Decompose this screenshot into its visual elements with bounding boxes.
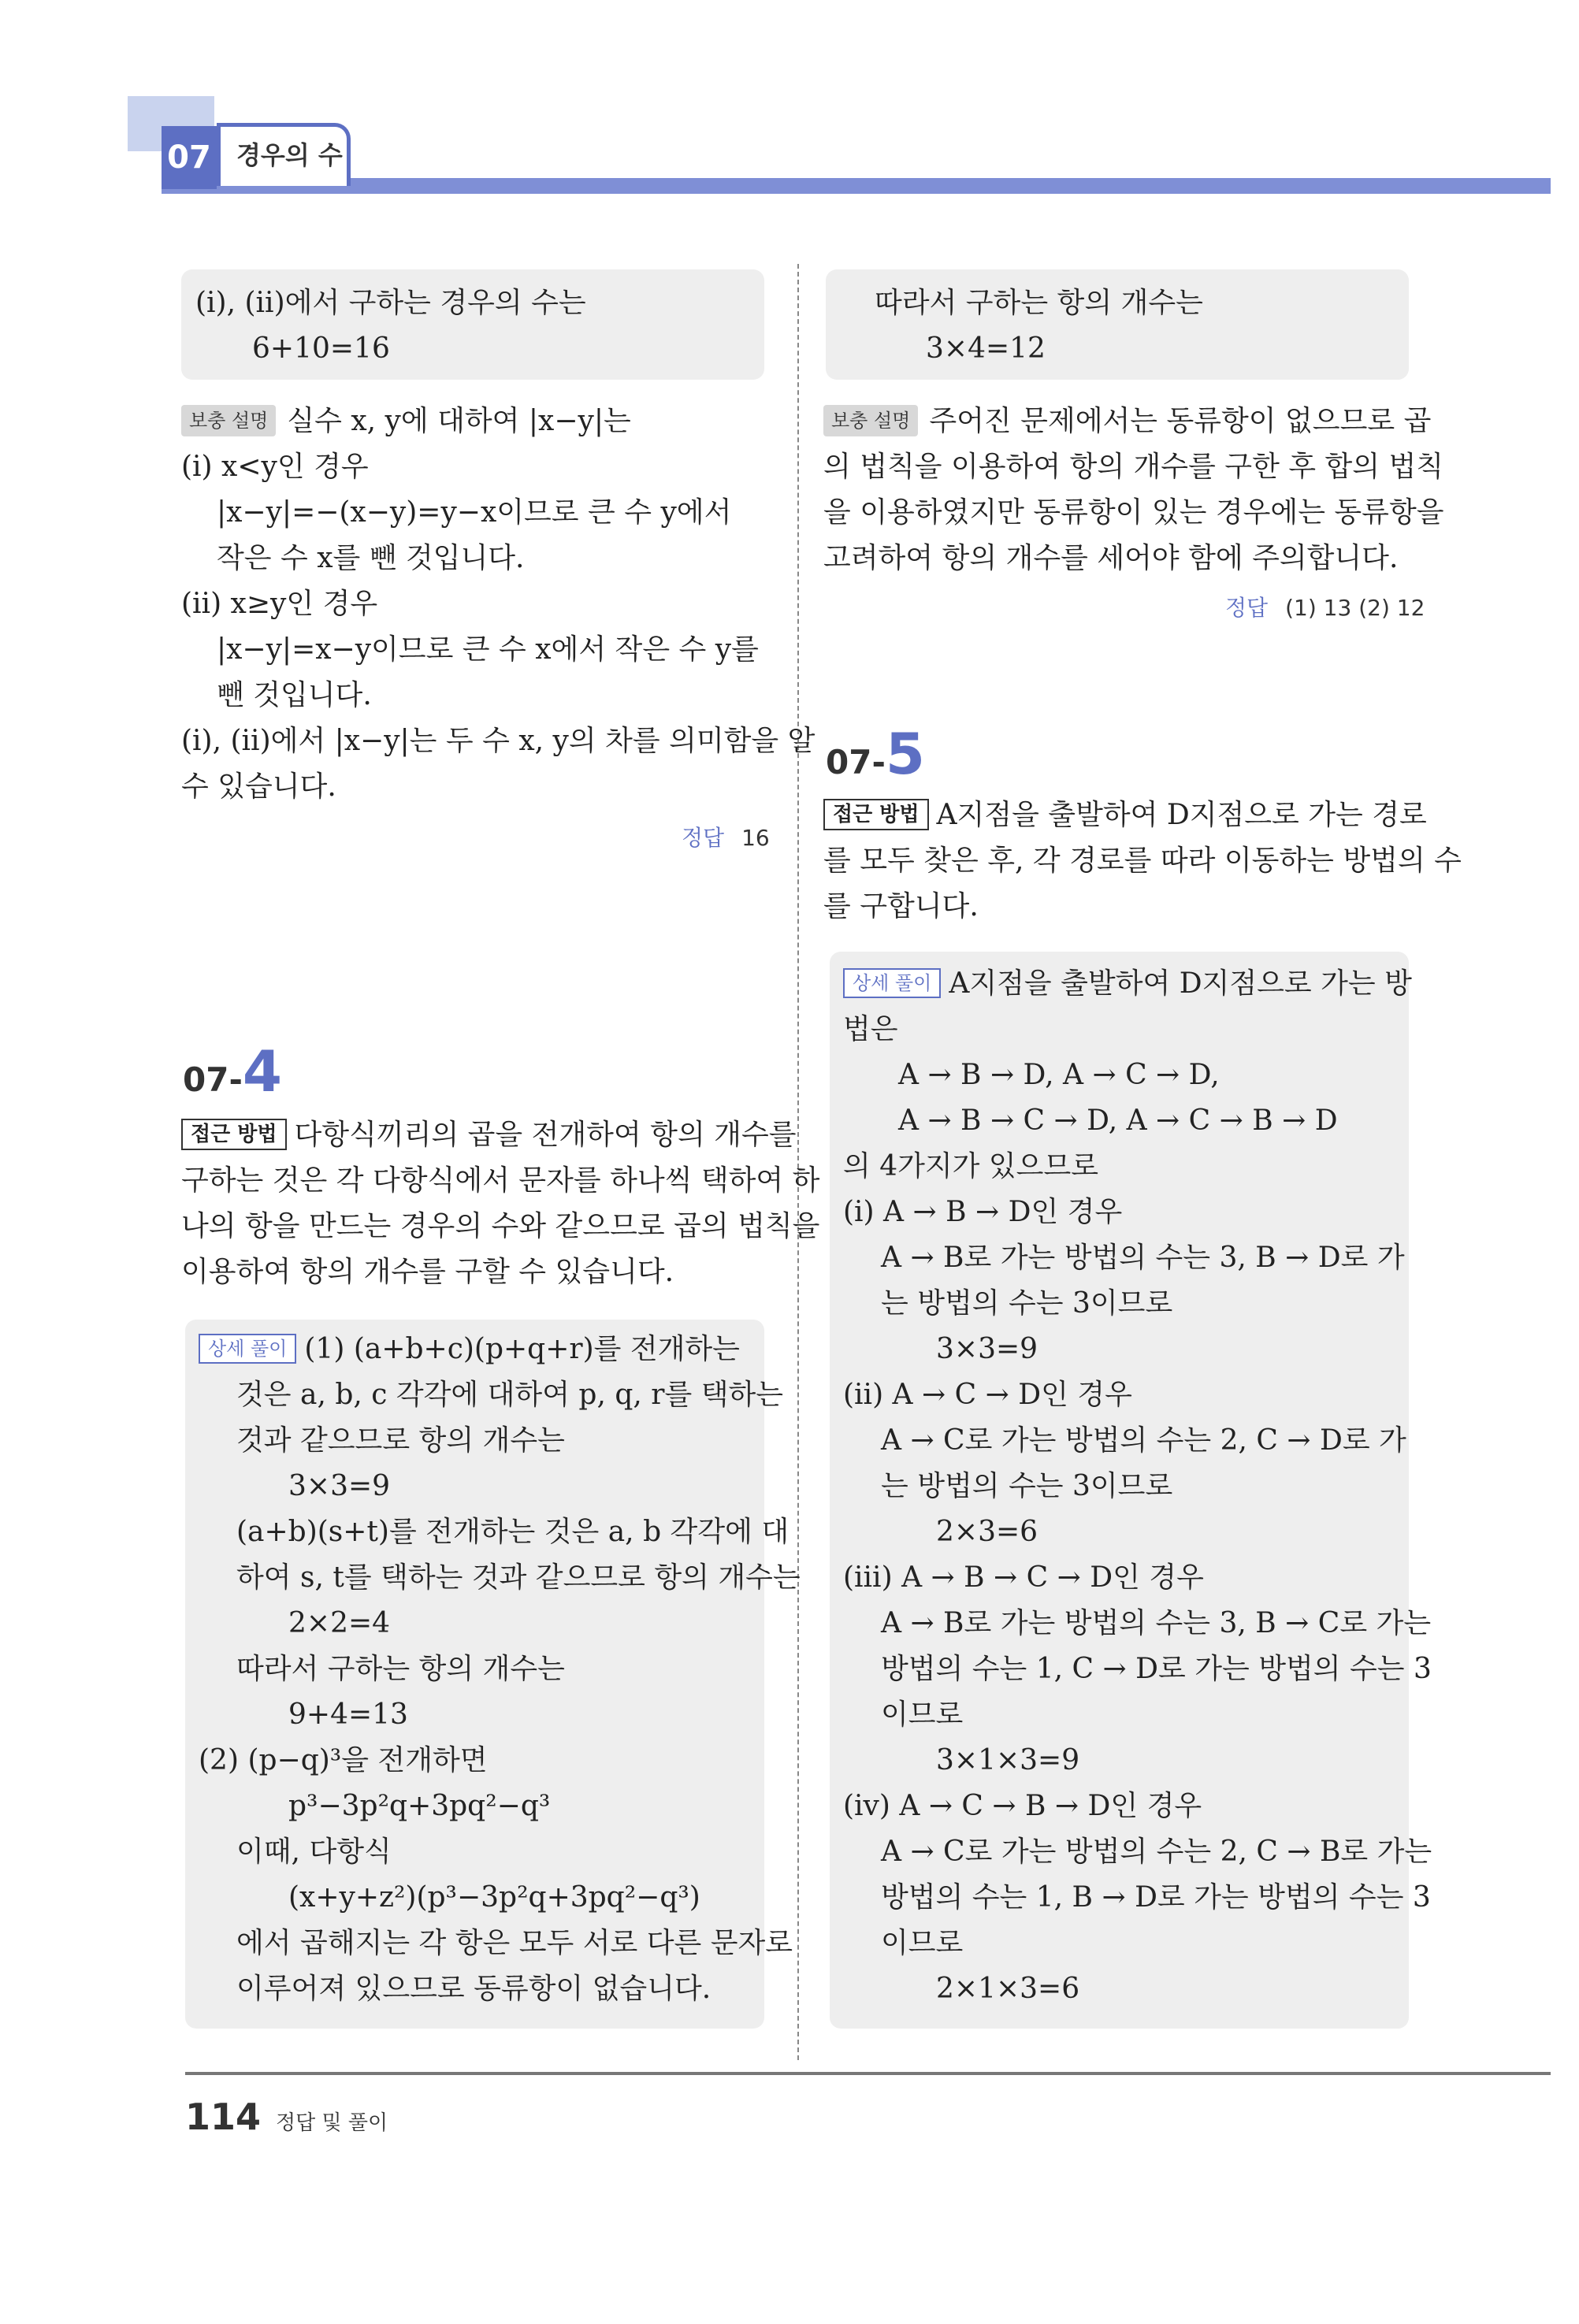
solution-line: 하여 s, t를 택하는 것과 같으므로 항의 개수는	[236, 1561, 801, 1594]
supplement-tag: 보충 설명	[823, 405, 918, 436]
solution-text: (1) (a+b+c)(p+q+r)를 전개하는	[304, 1333, 740, 1365]
footer-rule	[185, 2072, 1551, 2075]
supplement-note-left	[181, 399, 631, 444]
solution-line: A → B로 가는 방법의 수는 3, B → D로 가	[881, 1242, 1405, 1274]
header-bar	[162, 178, 1551, 194]
problem-num: 4	[242, 1038, 282, 1104]
problem-number-07-5	[826, 721, 925, 787]
approach-text: A지점을 출발하여 D지점으로 가는 경로	[936, 799, 1427, 831]
approach-line	[181, 1112, 797, 1158]
solution-equation: (x+y+z²)(p³−3p²q+3pq²−q³)	[288, 1881, 700, 1914]
solution-line: 는 방법의 수는 3이므로	[881, 1287, 1173, 1320]
summary-result: 3×4=12	[926, 332, 1046, 365]
solution-equation: 2×2=4	[288, 1607, 391, 1639]
page-number: 114	[185, 2096, 262, 2138]
note-line: (ⅰ), (ⅱ)에서 |x−y|는 두 수 x, y의 차를 의미함을 알	[181, 725, 816, 757]
approach-line: 이용하여 항의 개수를 구할 수 있습니다.	[181, 1256, 674, 1288]
answer-label: 정답	[1225, 595, 1269, 621]
approach-line: 를 구합니다.	[823, 890, 979, 923]
solution-path: A → B → D, A → C → D,	[898, 1059, 1220, 1091]
solution-tag: 상세 풀이	[843, 968, 941, 998]
note-line: 실수 x, y에 대하여 |x−y|는	[287, 405, 631, 437]
approach-tag: 접근 방법	[823, 799, 929, 830]
answer-label: 정답	[682, 825, 725, 851]
solution-line: 이루어져 있으므로 동류항이 없습니다.	[236, 1973, 711, 2005]
solution-line: (ⅳ) A → C → B → D인 경우	[843, 1790, 1202, 1822]
problem-prefix: 07-	[183, 1060, 243, 1099]
solution-line: 이때, 다항식	[236, 1836, 392, 1868]
footer-section: 정답 및 풀이	[276, 2111, 388, 2135]
answer-left	[682, 821, 770, 852]
solution-line: 따라서 구하는 항의 개수는	[236, 1653, 565, 1685]
note-line: 수 있습니다.	[181, 770, 336, 803]
approach-line	[823, 793, 1427, 838]
solution-equation: p³−3p²q+3pq²−q³	[288, 1790, 551, 1822]
solution-path: A → B → C → D, A → C → B → D	[898, 1104, 1338, 1137]
solution-line: (ⅰ) A → B → D인 경우	[843, 1196, 1123, 1228]
solution-line: 것과 같으므로 항의 개수는	[236, 1424, 565, 1457]
solution-equation: 9+4=13	[288, 1698, 408, 1731]
solution-line: 방법의 수는 1, C → D로 가는 방법의 수는 3	[881, 1653, 1432, 1685]
approach-line: 를 모두 찾은 후, 각 경로를 따라 이동하는 방법의 수	[823, 845, 1462, 877]
solution-line: 이므로	[881, 1927, 964, 1959]
supplement-note-right	[823, 399, 1431, 444]
approach-tag: 접근 방법	[181, 1119, 287, 1150]
solution-text: A지점을 출발하여 D지점으로 가는 방	[949, 967, 1412, 1000]
solution-equation: 2×1×3=6	[936, 1973, 1080, 2005]
answer-value: 16	[741, 825, 770, 851]
solution-line	[199, 1327, 740, 1372]
approach-line: 구하는 것은 각 다항식에서 문자를 하나씩 택하여 하	[181, 1164, 820, 1197]
chapter-number: 07	[162, 126, 217, 189]
solution-line: (ⅲ) A → B → C → D인 경우	[843, 1561, 1204, 1594]
solution-equation: 3×3=9	[936, 1333, 1038, 1365]
answer-value: (1) 13 (2) 12	[1285, 595, 1425, 621]
summary-line: (ⅰ), (ⅱ)에서 구하는 경우의 수는	[195, 287, 586, 319]
summary-line: 따라서 구하는 항의 개수는	[875, 287, 1203, 319]
solution-line: 에서 곱해지는 각 항은 모두 서로 다른 문자로	[236, 1927, 793, 1959]
note-line: |x−y|=−(x−y)=y−x이므로 큰 수 y에서	[217, 496, 732, 529]
note-line: (ⅱ) x≥y인 경우	[181, 588, 378, 620]
solution-line: 법은	[843, 1013, 898, 1045]
note-line: 작은 수 x를 뺀 것입니다.	[217, 542, 525, 574]
note-line: |x−y|=x−y이므로 큰 수 x에서 작은 수 y를	[217, 633, 759, 666]
solution-line: 것은 a, b, c 각각에 대하여 p, q, r를 택하는	[236, 1379, 784, 1411]
supplement-tag: 보충 설명	[181, 405, 276, 436]
solution-line: A → C로 가는 방법의 수는 2, C → D로 가	[881, 1424, 1406, 1457]
note-line: (ⅰ) x<y인 경우	[181, 451, 369, 483]
solution-line: (2) (p−q)³을 전개하면	[199, 1744, 488, 1776]
problem-prefix: 07-	[826, 743, 886, 781]
solution-line: 는 방법의 수는 3이므로	[881, 1470, 1173, 1502]
note-line: 고려하여 항의 개수를 세어야 함에 주의합니다.	[823, 542, 1399, 574]
solution-line: 방법의 수는 1, B → D로 가는 방법의 수는 3	[881, 1881, 1431, 1914]
note-line: 주어진 문제에서는 동류항이 없으므로 곱	[929, 405, 1432, 437]
note-line: 을 이용하였지만 동류항이 있는 경우에는 동류항을	[823, 496, 1444, 529]
chapter-title: 경우의 수	[236, 140, 343, 170]
answer-right	[1225, 591, 1425, 622]
summary-result: 6+10=16	[252, 332, 390, 365]
solution-equation: 3×1×3=9	[936, 1744, 1080, 1776]
problem-num: 5	[885, 721, 925, 787]
solution-line: 이므로	[881, 1698, 964, 1731]
approach-line: 나의 항을 만드는 경우의 수와 같으므로 곱의 법칙을	[181, 1210, 820, 1242]
solution-line: 의 4가지가 있으므로	[843, 1150, 1098, 1182]
solution-equation: 2×3=6	[936, 1516, 1038, 1548]
approach-text: 다항식끼리의 곱을 전개하여 항의 개수를	[294, 1119, 797, 1151]
solution-line: (a+b)(s+t)를 전개하는 것은 a, b 각각에 대	[236, 1516, 790, 1548]
solution-equation: 3×3=9	[288, 1470, 391, 1502]
note-line: 의 법칙을 이용하여 항의 개수를 구한 후 합의 법칙	[823, 451, 1444, 483]
solution-line: A → B로 가는 방법의 수는 3, B → C로 가는	[881, 1607, 1432, 1639]
problem-number-07-4	[183, 1038, 282, 1104]
note-line: 뺀 것입니다.	[217, 679, 372, 711]
solution-line	[843, 961, 1412, 1007]
solution-line: (ⅱ) A → C → D인 경우	[843, 1379, 1132, 1411]
solution-line: A → C로 가는 방법의 수는 2, C → B로 가는	[881, 1836, 1432, 1868]
solution-tag: 상세 풀이	[199, 1334, 296, 1364]
